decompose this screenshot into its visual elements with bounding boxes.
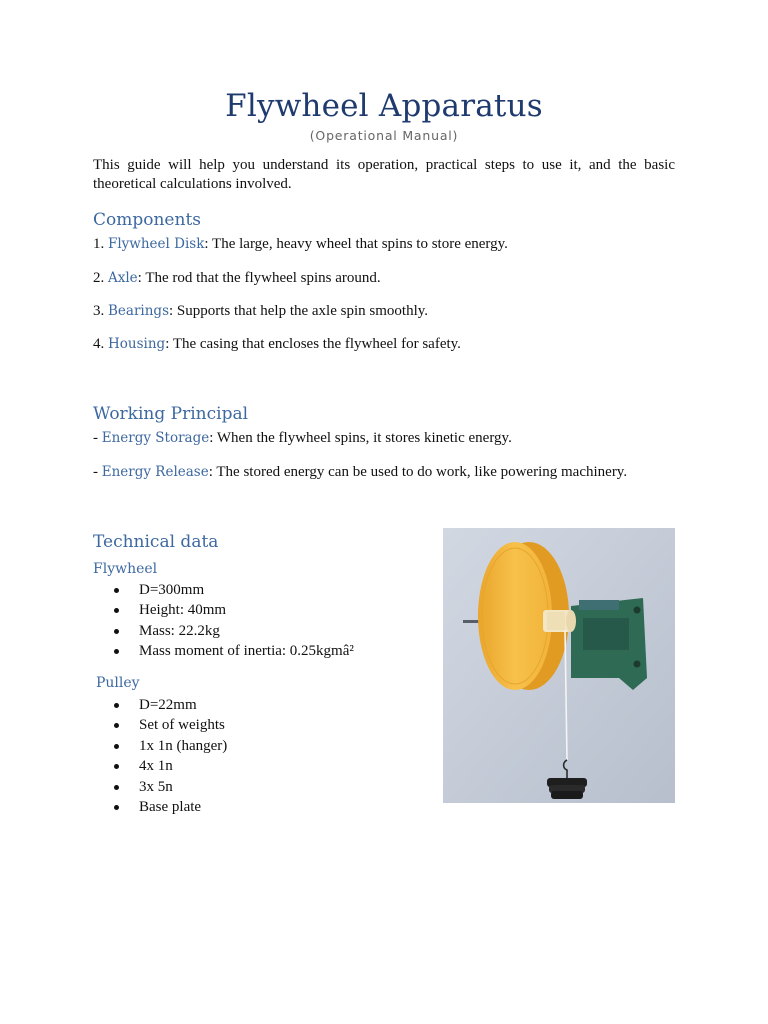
component-item-housing: [93, 336, 461, 353]
item-text: : Supports that help the axle spin smoothly.: [169, 303, 429, 319]
pulley-subheading: Pulley: [96, 675, 140, 691]
component-item-flywheel-disk: [93, 236, 508, 253]
item-text: : When the flywheel spins, it stores kinetic energy.: [209, 430, 512, 446]
page-title: Flywheel Apparatus: [225, 88, 543, 124]
list-item: Mass: 22.2kg: [93, 621, 354, 641]
item-prefix: -: [93, 464, 102, 480]
item-term: Energy Storage: [101, 430, 210, 446]
technical-data-heading: Technical data: [93, 532, 219, 552]
item-term: Energy Release: [101, 464, 209, 480]
component-item-axle: [93, 270, 381, 287]
item-text: : The casing that encloses the flywheel for safety.: [165, 336, 461, 352]
flywheel-spec-list: [93, 580, 354, 662]
item-prefix: 3.: [93, 303, 108, 319]
flywheel-subheading: Flywheel: [93, 561, 158, 577]
list-item: Set of weights: [93, 715, 227, 735]
item-term: Housing: [108, 336, 166, 352]
item-term: Flywheel Disk: [108, 236, 205, 252]
list-item: 3x 5n: [93, 777, 227, 797]
flywheel-face: [478, 542, 552, 690]
item-prefix: 4.: [93, 336, 108, 352]
pulley-spec-list: [93, 695, 227, 817]
flywheel-apparatus-photo: [443, 528, 675, 803]
item-term: Bearings: [108, 303, 169, 319]
list-item: Mass moment of inertia: 0.25kgmâ²: [93, 641, 354, 661]
working-item-energy-storage: [93, 430, 512, 447]
item-prefix: -: [93, 430, 102, 446]
component-item-bearings: [93, 303, 428, 320]
item-term: Axle: [108, 270, 138, 286]
item-prefix: 1.: [93, 236, 108, 252]
page-subtitle: (Operational Manual): [309, 128, 459, 143]
item-text: : The stored energy can be used to do work, like powering machinery.: [208, 464, 628, 480]
list-item: 1x 1n (hanger): [93, 736, 227, 756]
working-principal-heading: Working Principal: [93, 404, 249, 424]
list-item: 4x 1n: [93, 756, 227, 776]
item-text: : The rod that the flywheel spins around.: [137, 270, 381, 286]
item-prefix: 2.: [93, 270, 108, 286]
list-item: Height: 40mm: [93, 600, 354, 620]
item-text: : The large, heavy wheel that spins to store energy.: [204, 236, 508, 252]
working-item-energy-release: [93, 464, 627, 481]
list-item: D=300mm: [93, 580, 354, 600]
intro-paragraph: This guide will help you understand its operation, practical steps to use it, and the basic theoretical calculations involved.: [93, 157, 675, 192]
list-item: D=22mm: [93, 695, 227, 715]
components-heading: Components: [93, 210, 201, 230]
list-item: Base plate: [93, 797, 227, 817]
